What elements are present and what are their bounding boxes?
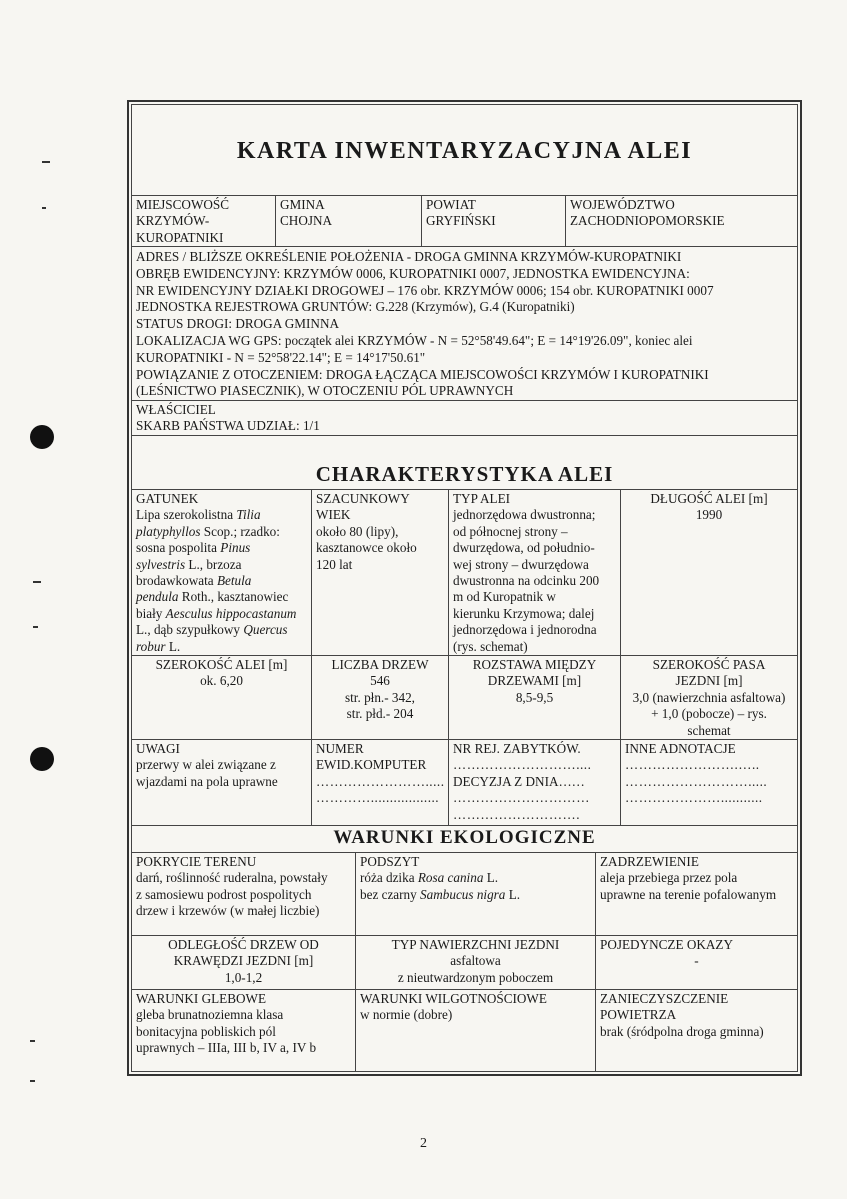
owner-label: WŁAŚCICIEL	[136, 402, 216, 417]
pojedyncze-okazy-label: POJEDYNCZE OKAZY	[600, 937, 733, 952]
binder-hole-bottom	[30, 747, 54, 771]
powiat-label: POWIAT	[426, 197, 476, 212]
typ-nawierzchni-value: asfaltowa	[450, 953, 501, 969]
address-section	[132, 247, 797, 401]
wiek-cell	[312, 490, 449, 655]
warunki-wilgotnosciowe-label: WARUNKI WILGOTNOŚCIOWE	[360, 991, 547, 1006]
typ-alei-value: od północnej strony –	[453, 523, 568, 539]
typ-alei-label: TYP ALEI	[453, 491, 511, 506]
numer-ewid-label: EWID.KOMPUTER	[316, 757, 427, 773]
margin-tick	[42, 161, 50, 163]
typ-alei-value: kierunku Krzymowa; dalej	[453, 605, 595, 621]
characteristics-row-1	[132, 490, 797, 656]
decyzja-field: ……………………….	[453, 806, 580, 822]
powiat-value: GRYFIŃSKI	[426, 213, 496, 229]
pokrycie-terenu-value: drzew i krzewów (w małej liczbie)	[136, 903, 320, 919]
wiek-value: około 80 (lipy),	[316, 523, 399, 539]
decyzja-label: DECYZJA Z DNIA……	[453, 773, 585, 789]
margin-tick	[30, 1080, 35, 1082]
address-line: STATUS DROGI: DROGA GMINNA	[136, 316, 339, 332]
gmina-label: GMINA	[280, 197, 325, 212]
form-title: KARTA INWENTARYZACYJNA ALEI	[236, 138, 693, 164]
warunki-glebowe-value: bonitacyjna pobliskich pól	[136, 1023, 276, 1039]
pokrycie-terenu-label: POKRYCIE TERENU	[136, 854, 257, 869]
typ-alei-value: m od Kuropatnik w	[453, 589, 556, 605]
gatunek-line: sosna pospolita Pinus	[136, 540, 251, 556]
nr-rej-zabytkow-cell	[449, 740, 621, 825]
margin-tick	[33, 626, 38, 628]
zanieczyszczenie-label: POWIETRZA	[600, 1007, 677, 1023]
numer-ewid-cell	[312, 740, 449, 825]
margin-tick	[33, 581, 41, 583]
warunki-glebowe-cell	[132, 990, 356, 1071]
zadrzewienie-label: ZADRZEWIENIE	[600, 854, 699, 869]
szerokosc-alei-cell	[132, 656, 312, 739]
gatunek-line: brodawkowata Betula	[136, 573, 252, 589]
page-number: 2	[420, 1136, 427, 1151]
numer-ewid-label: NUMER	[316, 741, 364, 756]
miejscowosc-label: MIEJSCOWOŚĆ	[136, 197, 230, 212]
nr-rej-zabytkow-field: ………………………....	[453, 757, 592, 773]
rozstawa-cell	[449, 656, 621, 739]
ecology-heading: WARUNKI EKOLOGICZNE	[333, 827, 596, 848]
liczba-drzew-label: LICZBA DRZEW	[331, 657, 429, 672]
ecology-row-2	[132, 936, 797, 990]
gatunek-line: pendula Roth., kasztanowiec	[136, 589, 289, 605]
dlugosc-label: DŁUGOŚĆ ALEI [m]	[650, 491, 768, 506]
typ-alei-value: dwustronna na odcinku 200	[453, 573, 600, 589]
liczba-drzew-value: 546	[370, 673, 390, 689]
zanieczyszczenie-value: brak (śródpolna droga gminna)	[600, 1023, 764, 1039]
pojedyncze-okazy-cell	[596, 936, 797, 989]
characteristics-row-3	[132, 740, 797, 826]
pojedyncze-okazy-value: -	[694, 953, 699, 969]
typ-alei-value: (rys. schemat)	[453, 638, 528, 654]
inne-adnotacje-field: …………………...........	[625, 790, 763, 806]
address-line: JEDNOSTKA REJESTROWA GRUNTÓW: G.228 (Krzymów), G.4 (Kuropatniki)	[136, 299, 575, 315]
zanieczyszczenie-cell	[596, 990, 797, 1071]
warunki-glebowe-label: WARUNKI GLEBOWE	[136, 991, 267, 1006]
typ-alei-cell	[449, 490, 621, 655]
miejscowosc-cell	[132, 196, 276, 246]
address-line: (LEŚNICTWO PIASECZNIK), W OTOCZENIU PÓL UPRAWNYCH	[136, 383, 514, 399]
zadrzewienie-value: aleja przebiega przez pola	[600, 870, 738, 886]
odleglosc-drzew-label: KRAWĘDZI JEZDNI [m]	[173, 953, 314, 969]
ecology-row-1	[132, 853, 797, 936]
owner-section	[132, 401, 797, 436]
characteristics-row-2	[132, 656, 797, 740]
address-line: NR EWIDENCYJNY DZIAŁKI DROGOWEJ – 176 obr. KRZYMÓW 0006; 154 obr. KUROPATNIKI 0007	[136, 282, 714, 298]
decyzja-field: …………………………	[453, 790, 590, 806]
location-row	[132, 196, 797, 247]
inne-adnotacje-field: ……………………….....	[625, 773, 768, 789]
characteristics-heading: CHARAKTERYSTYKA ALEI	[315, 462, 614, 486]
wojewodztwo-cell	[566, 196, 797, 246]
characteristics-heading-section	[132, 436, 797, 490]
numer-ewid-field: …………..................	[316, 790, 440, 806]
podszyt-value: róża dzika Rosa canina L.	[360, 870, 499, 886]
gatunek-line: biały Aesculus hippocastanum	[136, 605, 297, 621]
dlugosc-value: 1990	[695, 507, 723, 523]
typ-nawierzchni-label: TYP NAWIERZCHNI JEZDNI	[391, 937, 560, 952]
rozstawa-label: ROZSTAWA MIĘDZY	[472, 657, 597, 672]
uwagi-value: przerwy w alei związane z	[136, 757, 276, 773]
ecology-row-3	[132, 990, 797, 1071]
inne-adnotacje-field: …………………….…..	[625, 757, 760, 773]
szerokosc-pasa-value: + 1,0 (pobocze) – rys.	[651, 706, 767, 722]
rozstawa-label: DRZEWAMI [m]	[487, 673, 582, 689]
wojewodztwo-label: WOJEWÓDZTWO	[570, 197, 675, 212]
warunki-wilgotnosciowe-cell	[356, 990, 596, 1071]
numer-ewid-field: …………………….....	[316, 773, 445, 789]
gatunek-line: robur L.	[136, 638, 181, 654]
zadrzewienie-cell	[596, 853, 797, 935]
gatunek-line: Lipa szerokolistna Tilia	[136, 507, 261, 523]
szerokosc-pasa-cell	[621, 656, 797, 739]
warunki-glebowe-value: gleba brunatnoziemna klasa	[136, 1007, 284, 1023]
typ-alei-value: wej strony – dwurzędowa	[453, 556, 589, 572]
typ-nawierzchni-value: z nieutwardzonym poboczem	[397, 969, 554, 985]
address-line: ADRES / BLIŻSZE OKREŚLENIE POŁOŻENIA - DROGA GMINNA KRZYMÓW-KUROPATNIKI	[136, 249, 682, 264]
odleglosc-drzew-cell	[132, 936, 356, 989]
address-line: POWIĄZANIE Z OTOCZENIEM: DROGA ŁĄCZĄCA MIEJSCOWOŚCI KRZYMÓW I KUROPATNIKI	[136, 366, 709, 382]
podszyt-cell	[356, 853, 596, 935]
gatunek-line: platyphyllos Scop.; rzadko:	[136, 523, 280, 539]
inventory-form	[131, 104, 798, 1072]
uwagi-label: UWAGI	[136, 741, 180, 756]
gatunek-line: sylvestris L., brzoza	[136, 556, 242, 572]
margin-tick	[30, 1040, 35, 1042]
title-section	[132, 105, 797, 196]
typ-alei-value: jednorzędowa dwustronna;	[453, 507, 596, 523]
gatunek-line: L., dąb szypułkowy Quercus	[136, 622, 288, 638]
inne-adnotacje-label: INNE ADNOTACJE	[625, 741, 736, 756]
szerokosc-pasa-label: SZEROKOŚĆ PASA	[652, 657, 766, 672]
szerokosc-pasa-label: JEZDNI [m]	[675, 673, 743, 689]
nr-rej-zabytkow-label: NR REJ. ZABYTKÓW.	[453, 741, 581, 756]
address-line: LOKALIZACJA WG GPS: początek alei KRZYMÓW - N = 52°58'49.64"; E = 14°19'26.09", koniec alei	[136, 332, 693, 348]
address-line: OBRĘB EWIDENCYJNY: KRZYMÓW 0006, KUROPATNIKI 0007, JEDNOSTKA EWIDENCYJNA:	[136, 265, 690, 281]
szerokosc-pasa-value: 3,0 (nawierzchnia asfaltowa)	[632, 689, 786, 705]
owner-value: SKARB PAŃSTWA UDZIAŁ: 1/1	[136, 418, 320, 434]
binder-hole-top	[30, 425, 54, 449]
dlugosc-cell	[621, 490, 797, 655]
wiek-label: SZACUNKOWY	[316, 491, 410, 506]
gmina-value: CHOJNA	[280, 213, 333, 229]
typ-alei-value: dwurzędowa, od południo-	[453, 540, 595, 556]
wiek-label: WIEK	[316, 507, 351, 523]
pokrycie-terenu-value: darń, roślinność ruderalna, powstały	[136, 870, 328, 886]
miejscowosc-value: KRZYMÓW-	[136, 213, 210, 229]
uwagi-cell	[132, 740, 312, 825]
zanieczyszczenie-label: ZANIECZYSZCZENIE	[600, 991, 729, 1006]
podszyt-label: PODSZYT	[360, 854, 420, 869]
margin-tick	[42, 207, 46, 209]
szerokosc-alei-label: SZEROKOŚĆ ALEI [m]	[155, 657, 288, 672]
gatunek-cell	[132, 490, 312, 655]
szerokosc-pasa-value: schemat	[687, 722, 731, 738]
typ-alei-value: jednorzędowa i jednorodna	[453, 622, 597, 638]
rozstawa-value: 8,5-9,5	[515, 689, 554, 705]
miejscowosc-value: KUROPATNIKI	[136, 229, 224, 245]
liczba-drzew-value: str. płd.- 204	[346, 706, 414, 722]
szerokosc-alei-value: ok. 6,20	[200, 673, 243, 689]
gatunek-label: GATUNEK	[136, 491, 199, 506]
address-line: KUROPATNIKI - N = 52°58'22.14"; E = 14°17'50.61"	[136, 349, 426, 365]
warunki-glebowe-value: uprawnych – IIIa, III b, IV a, IV b	[136, 1040, 317, 1056]
pokrycie-terenu-cell	[132, 853, 356, 935]
inne-adnotacje-cell	[621, 740, 797, 825]
wiek-value: kasztanowce około	[316, 540, 417, 556]
wojewodztwo-value: ZACHODNIOPOMORSKIE	[570, 213, 725, 229]
wiek-value: 120 lat	[316, 556, 353, 572]
odleglosc-drzew-label: ODLEGŁOŚĆ DRZEW OD	[168, 937, 319, 952]
liczba-drzew-value: str. płn.- 342,	[345, 689, 415, 705]
powiat-cell	[422, 196, 566, 246]
warunki-wilgotnosciowe-value: w normie (dobre)	[360, 1007, 453, 1023]
uwagi-value: wjazdami na pola uprawne	[136, 773, 278, 789]
gmina-cell	[276, 196, 422, 246]
typ-nawierzchni-cell	[356, 936, 596, 989]
zadrzewienie-value: uprawne na terenie pofalowanym	[600, 886, 777, 902]
pokrycie-terenu-value: z samosiewu podrost pospolitych	[136, 886, 312, 902]
ecology-heading-section	[132, 826, 797, 853]
podszyt-value: bez czarny Sambucus nigra L.	[360, 886, 521, 902]
odleglosc-drzew-value: 1,0-1,2	[224, 969, 263, 985]
liczba-drzew-cell	[312, 656, 449, 739]
